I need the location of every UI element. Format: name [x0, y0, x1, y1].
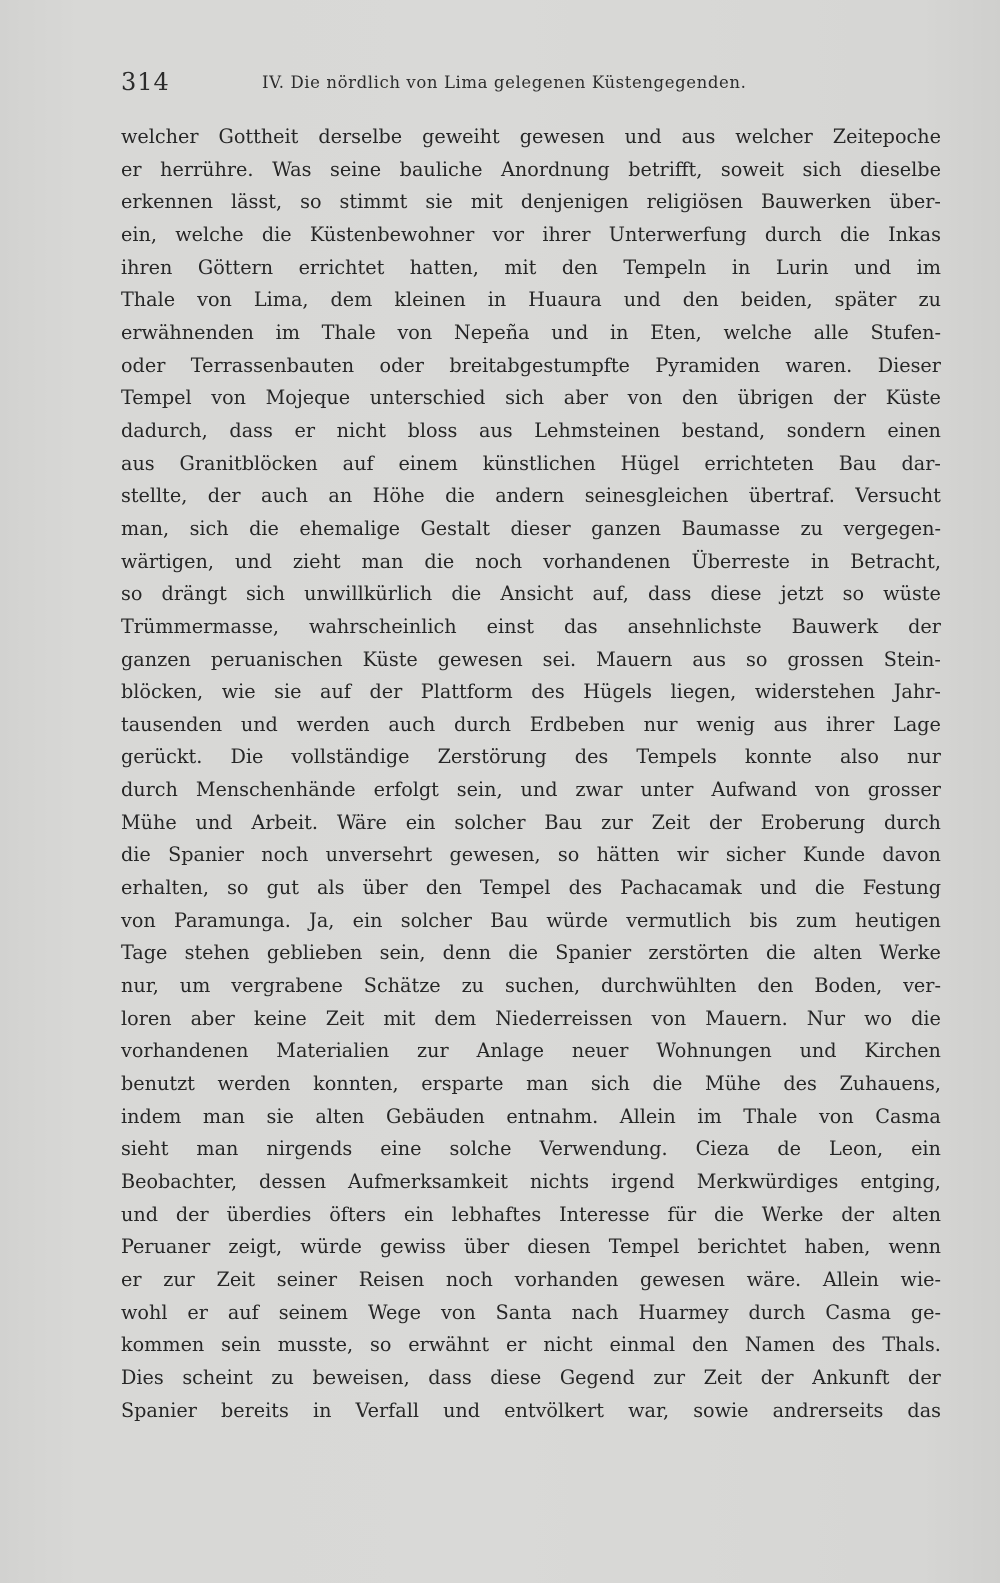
text-line: Beobachter, dessen Aufmerksamkeit nichts irgend Merkwürdiges entging,	[121, 1170, 941, 1193]
text-line: Tempel von Mojeque unterschied sich aber von den übrigen der Küste	[121, 386, 941, 410]
text-line: Thale von Lima, dem kleinen in Huaura und den beiden, später zu	[121, 288, 941, 312]
text-line: ihren Göttern errichtet hatten, mit den Tempeln in Lurin und im	[121, 255, 941, 279]
text-line: und der überdies öfters ein lebhaftes Interesse für die Werke der alten	[121, 1202, 941, 1226]
text-line: Trümmermasse, wahrscheinlich einst das ansehnlichste Bauwerk der	[121, 614, 941, 638]
text-line: nur, um vergrabene Schätze zu suchen, durchwühlten den Boden, ver-	[121, 974, 941, 998]
text-line: gerückt. Die vollständige Zerstörung des Tempels konnte also nur	[121, 745, 941, 769]
text-line: kommen sein musste, so erwähnt er nicht einmal den Namen des Thals.	[121, 1333, 941, 1357]
body-text	[121, 121, 941, 1427]
text-line: er zur Zeit seiner Reisen noch vorhanden gewesen wäre. Allein wie-	[121, 1267, 941, 1291]
text-line: so drängt sich unwillkürlich die Ansicht auf, dass diese jetzt so wüste	[121, 582, 941, 606]
text-line: Mühe und Arbeit. Wäre ein solcher Bau zur Zeit der Eroberung durch	[121, 810, 941, 834]
page-number: 314	[121, 68, 170, 96]
text-line: wärtigen, und zieht man die noch vorhandenen Überreste in Betracht,	[121, 549, 941, 573]
page-header	[121, 66, 941, 100]
text-line: vorhandenen Materialien zur Anlage neuer Wohnungen und Kirchen	[121, 1039, 941, 1063]
text-line: die Spanier noch unversehrt gewesen, so hätten wir sicher Kunde davon	[121, 843, 941, 867]
text-line: welcher Gottheit derselbe geweiht gewesen und aus welcher Zeitepoche	[121, 125, 941, 148]
text-line: Tage stehen geblieben sein, denn die Spanier zerstörten die alten Werke	[121, 941, 941, 965]
text-line: erhalten, so gut als über den Tempel des Pachacamak und die Festung	[121, 876, 941, 900]
text-line: sieht man nirgends eine solche Verwendung. Cieza de Leon, ein	[121, 1137, 941, 1161]
text-line: loren aber keine Zeit mit dem Niederreissen von Mauern. Nur wo die	[121, 1006, 941, 1030]
text-line: er herrühre. Was seine bauliche Anordnung betrifft, soweit sich dieselbe	[121, 157, 941, 181]
text-line: aus Granitblöcken auf einem künstlichen Hügel errichteten Bau dar-	[121, 451, 941, 475]
text-line: Spanier bereits in Verfall und entvölkert war, sowie andrerseits das	[121, 1398, 941, 1422]
text-line: man, sich die ehemalige Gestalt dieser ganzen Baumasse zu vergegen-	[121, 516, 941, 540]
text-line: tausenden und werden auch durch Erdbeben nur wenig aus ihrer Lage	[121, 712, 941, 736]
text-line: benutzt werden konnten, ersparte man sich die Mühe des Zuhauens,	[121, 1072, 941, 1096]
text-line: Peruaner zeigt, würde gewiss über diesen Tempel berichtet haben, wenn	[121, 1235, 941, 1259]
text-line: ein, welche die Küstenbewohner vor ihrer Unterwerfung durch die Inkas	[121, 222, 941, 246]
text-line: Dies scheint zu beweisen, dass diese Gegend zur Zeit der Ankunft der	[121, 1365, 941, 1389]
text-line: von Paramunga. Ja, ein solcher Bau würde vermutlich bis zum heutigen	[121, 908, 941, 932]
text-line: erwähnenden im Thale von Nepeña und in Eten, welche alle Stufen-	[121, 320, 941, 344]
text-line: blöcken, wie sie auf der Plattform des Hügels liegen, widerstehen Jahr-	[121, 680, 941, 704]
text-line: ganzen peruanischen Küste gewesen sei. Mauern aus so grossen Stein-	[121, 647, 941, 671]
running-head: IV. Die nördlich von Lima gelegenen Küstengegenden.	[262, 73, 747, 92]
text-line: dadurch, dass er nicht bloss aus Lehmsteinen bestand, sondern einen	[121, 418, 941, 442]
text-line: durch Menschenhände erfolgt sein, und zwar unter Aufwand von grosser	[121, 778, 941, 802]
text-line: oder Terrassenbauten oder breitabgestumpfte Pyramiden waren. Dieser	[121, 353, 941, 377]
text-line: stellte, der auch an Höhe die andern seinesgleichen übertraf. Versucht	[121, 484, 941, 508]
text-line: erkennen lässt, so stimmt sie mit denjenigen religiösen Bauwerken über-	[121, 190, 941, 214]
text-line: indem man sie alten Gebäuden entnahm. Allein im Thale von Casma	[121, 1104, 941, 1128]
text-line: wohl er auf seinem Wege von Santa nach Huarmey durch Casma ge-	[121, 1300, 941, 1324]
